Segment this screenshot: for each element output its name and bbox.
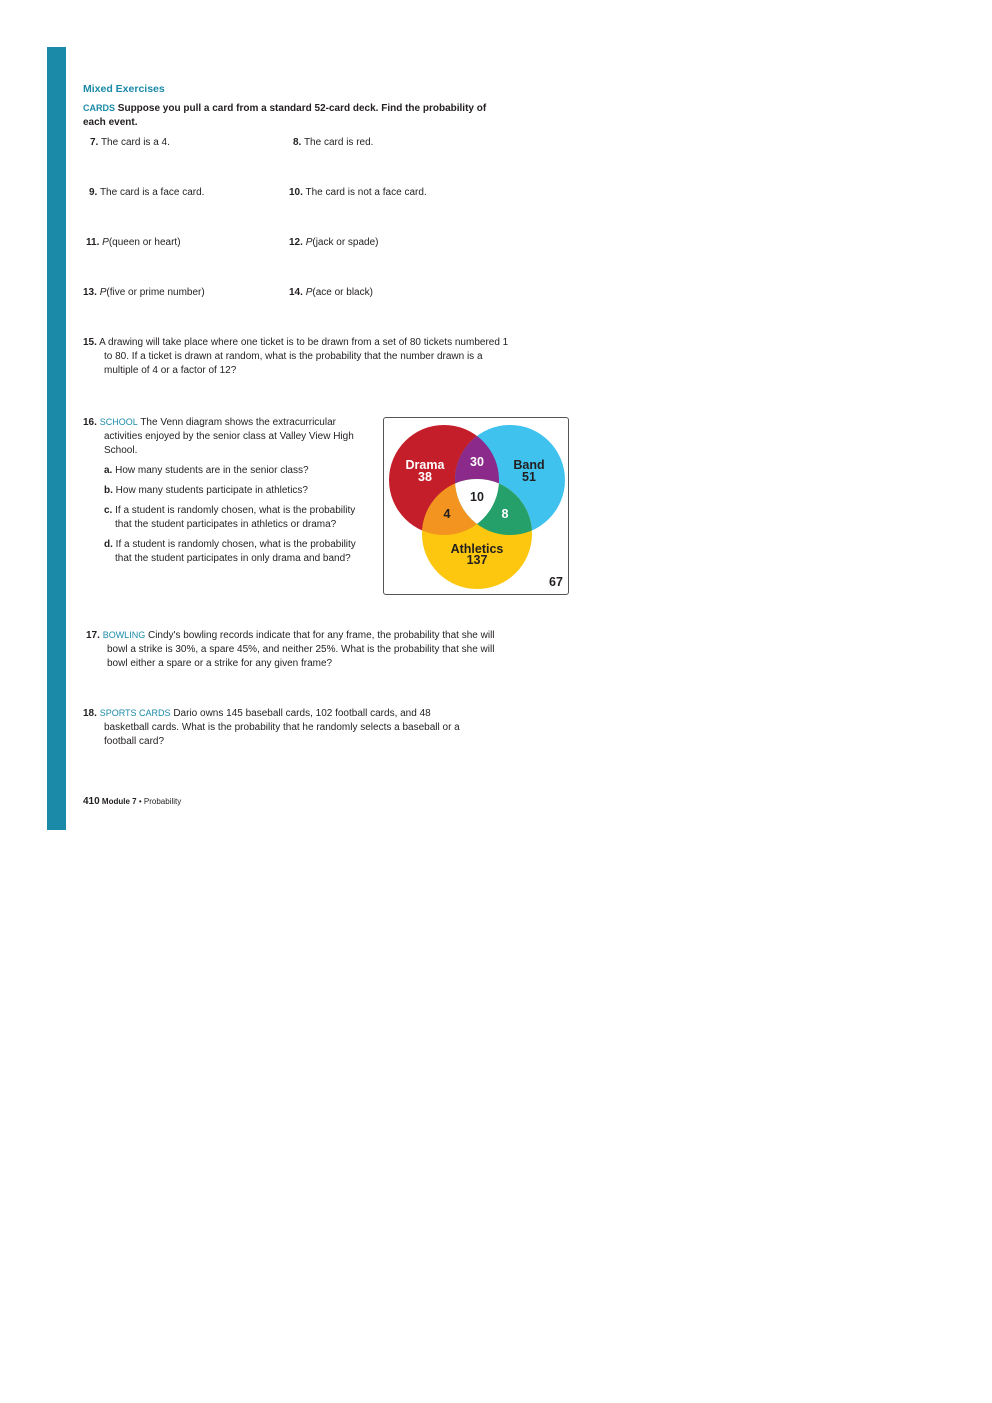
part-c <box>99 504 365 532</box>
exercise-9 <box>89 186 204 200</box>
exercise-number: 7. <box>90 137 99 148</box>
probability-symbol: P <box>99 287 107 298</box>
exercise-number: 15. <box>83 337 97 348</box>
exercise-text: Cindy's bowling records indicate that for any frame, the probability that she will bowl a strike is 30%, a spare 45%, and neither 25%. What is the probability that she will bowl either a spare or a strike for any given frame? <box>107 630 495 669</box>
chapter-title: Probability <box>143 797 182 806</box>
band-athletics-value: 8 <box>501 507 509 521</box>
part-label: b. <box>104 485 113 496</box>
athletics-label: Athletics <box>450 542 504 556</box>
exercise-number: 12. <box>289 237 303 248</box>
probability-symbol: P <box>102 237 109 248</box>
part-text: If a student is randomly chosen, what is the probability that the student participates in athletics or drama? <box>115 505 356 530</box>
part-text: How many students are in the senior class? <box>115 465 309 476</box>
side-accent-bar <box>47 47 66 830</box>
athletics-value: 137 <box>466 553 488 567</box>
module-label: Module 7 <box>101 797 137 806</box>
section-instruction <box>83 101 503 130</box>
exercise-16 <box>83 415 365 566</box>
exercise-7 <box>90 136 170 150</box>
topic-tag: SPORTS CARDS <box>99 708 171 718</box>
exercise-12 <box>289 236 379 250</box>
part-text: If a student is randomly chosen, what is the probability that the student participates in only drama and band? <box>115 539 356 564</box>
exercise-text: A drawing will take place where one ticket is to be drawn from a set of 80 tickets numbered 1 to 80. If a ticket is drawn at random, what is the probability that the number drawn is a multiple of 4 or a factor of 12? <box>99 337 509 376</box>
exercise-number: 8. <box>293 137 302 148</box>
all-three-value: 10 <box>470 490 484 504</box>
drama-athletics-value: 4 <box>443 507 451 521</box>
footer-separator: • <box>138 797 142 806</box>
part-label: c. <box>104 505 113 516</box>
exercise-text: Dario owns 145 baseball cards, 102 football cards, and 48 basketball cards. What is the probability that he randomly selects a baseball or a football card? <box>104 708 460 747</box>
venn-diagram-svg <box>384 418 570 596</box>
probability-symbol: P <box>305 287 313 298</box>
topic-tag: SCHOOL <box>99 417 138 427</box>
exercise-text: (queen or heart) <box>108 237 181 248</box>
part-d <box>99 538 365 566</box>
exercise-16-parts <box>99 464 365 566</box>
exercise-13 <box>83 286 205 300</box>
band-label: Band <box>513 458 545 472</box>
topic-tag: CARDS <box>83 103 116 113</box>
part-label: d. <box>104 539 113 550</box>
exercise-text: The card is a 4. <box>100 137 170 148</box>
part-a <box>99 464 365 478</box>
exercise-16-stem <box>83 415 365 458</box>
exercise-text: (five or prime number) <box>106 287 205 298</box>
part-b <box>99 484 365 498</box>
exercise-number: 9. <box>89 187 98 198</box>
part-label: a. <box>104 465 113 476</box>
exercise-17 <box>86 628 497 671</box>
band-value: 51 <box>522 470 536 484</box>
exercise-8 <box>293 136 373 150</box>
drama-value: 38 <box>418 470 432 484</box>
exercise-number: 18. <box>83 708 97 719</box>
exercise-11 <box>86 236 181 250</box>
exercise-text: The Venn diagram shows the extracurricular activities enjoyed by the senior class at Valley View High School. <box>104 417 354 456</box>
page-number: 410 <box>83 796 100 807</box>
exercise-15 <box>83 336 514 378</box>
part-text: How many students participate in athletics? <box>115 485 308 496</box>
exercise-number: 16. <box>83 417 97 428</box>
exercise-number: 13. <box>83 287 97 298</box>
venn-diagram <box>383 417 569 595</box>
exercise-number: 10. <box>289 187 303 198</box>
exercise-number: 17. <box>86 630 100 641</box>
exercise-text: The card is not a face card. <box>305 187 427 198</box>
instruction-text: Suppose you pull a card from a standard 52-card deck. Find the probability of each event. <box>83 103 487 128</box>
exercise-14 <box>289 286 373 300</box>
drama-label: Drama <box>405 458 445 472</box>
page-footer <box>83 795 181 809</box>
exercise-10 <box>289 186 427 200</box>
exercise-text: (ace or black) <box>312 287 373 298</box>
exercise-text: (jack or spade) <box>312 237 379 248</box>
topic-tag: BOWLING <box>102 630 146 640</box>
probability-symbol: P <box>305 237 313 248</box>
exercise-number: 14. <box>289 287 303 298</box>
section-heading: Mixed Exercises <box>83 83 165 95</box>
drama-band-value: 30 <box>470 455 484 469</box>
exercise-text: The card is a face card. <box>99 187 205 198</box>
exercise-number: 11. <box>86 237 100 248</box>
exercise-text: The card is red. <box>303 137 374 148</box>
outside-value: 67 <box>549 575 563 589</box>
exercise-18 <box>83 706 469 749</box>
